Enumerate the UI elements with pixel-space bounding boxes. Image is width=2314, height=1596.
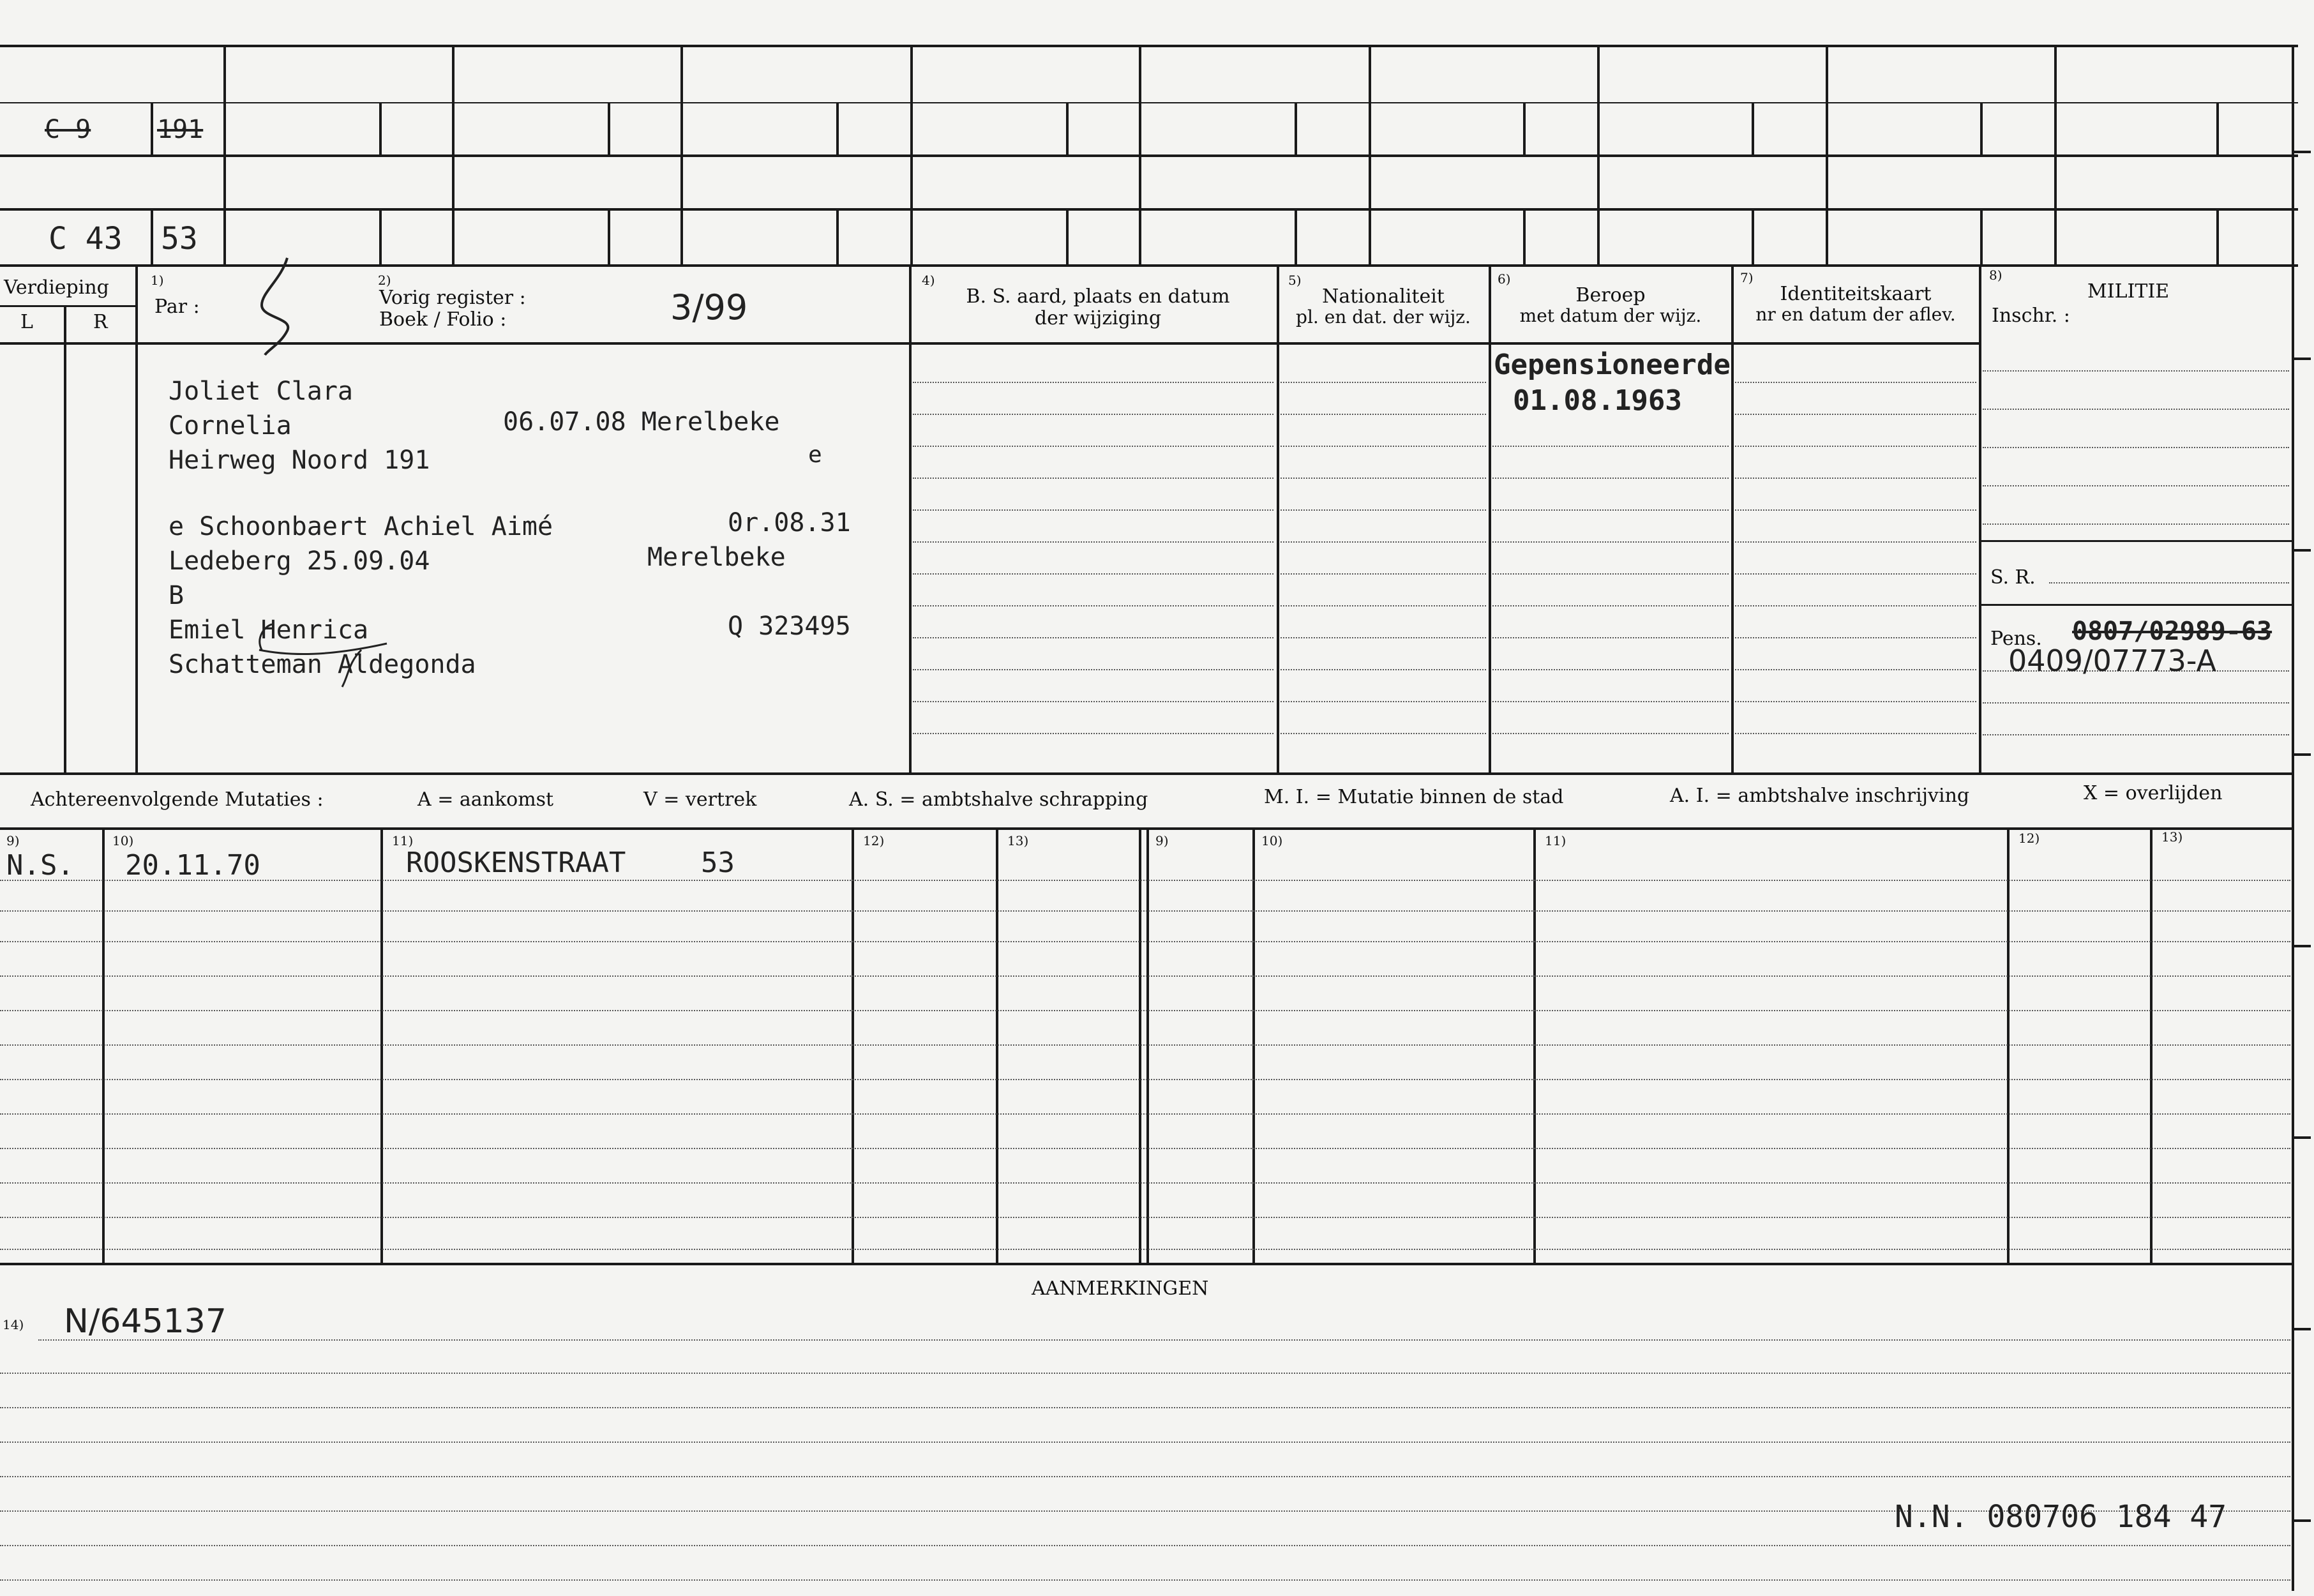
right-border [2292, 46, 2294, 1591]
spouse-birth: Ledeberg 25.09.04 [169, 546, 430, 576]
col-beroep-left [1489, 266, 1491, 772]
col-militie-left [1979, 266, 1981, 772]
mut-vline [380, 830, 383, 1264]
top-grid-minor-vline [1295, 102, 1297, 154]
legend-title: Achtereenvolgende Mutaties : [31, 788, 324, 811]
top-grid-minor-vline [1295, 211, 1297, 264]
legend-as: A. S. = ambtshalve schrapping [849, 788, 1148, 811]
code-row2-left: C 43 [49, 221, 123, 257]
edge-tick [2292, 753, 2311, 756]
nat-header-line1: Nationaliteit [1322, 285, 1445, 308]
top-grid-minor-vline [1980, 211, 1983, 264]
militie-split [1979, 540, 2292, 542]
mut-vline [852, 830, 854, 1264]
mut-col12-b: 12) [2018, 831, 2040, 846]
top-grid-minor-vline [836, 102, 839, 154]
vorig-register-label: Vorig register : [379, 287, 526, 309]
mut-vline [1146, 830, 1149, 1264]
edge-tick [2292, 549, 2311, 552]
edge-tick [2292, 151, 2311, 153]
line-b: B [169, 581, 184, 610]
remarks-number: 14) [3, 1317, 24, 1332]
top-grid-minor-vline [1066, 102, 1069, 154]
col8-number: 8) [1989, 267, 2002, 283]
beroep-header-line1: Beroep [1575, 284, 1646, 306]
mut-entry-street: ROOSKENSTRAAT [406, 847, 626, 879]
top-grid-vline [1139, 46, 1141, 264]
top-grid-vline [2054, 46, 2057, 264]
verdieping-split [0, 305, 135, 307]
mut-col10: 10) [112, 833, 134, 848]
top-grid-minor-vline [608, 102, 610, 154]
top-grid-minor-vline [379, 102, 382, 154]
person-address: Heirweg Noord 191 [169, 446, 430, 475]
father-name: Emiel Henrica [169, 615, 369, 645]
legend-mi: M. I. = Mutatie binnen de stad [1264, 786, 1564, 808]
mutations-top-line [0, 827, 2292, 830]
top-grid-minor-vline [151, 102, 153, 154]
militie-split-2 [1979, 604, 2292, 606]
edge-tick [2292, 1328, 2311, 1330]
top-grid-minor-vline [1752, 102, 1754, 154]
mut-vline [1533, 830, 1536, 1264]
mut-col12: 12) [863, 833, 885, 848]
handwritten-bracket-marks [253, 618, 393, 688]
mother-name: Schatteman Aldegonda [169, 650, 476, 679]
mut-col13: 13) [1007, 833, 1029, 848]
person-birth: 06.07.08 Merelbeke [503, 407, 780, 437]
top-grid-vline [452, 46, 455, 264]
mut-vline [2150, 830, 2152, 1264]
col-nat-left [1277, 266, 1279, 772]
top-grid-vline [1826, 46, 1828, 264]
legend-top-line [0, 772, 2292, 775]
mut-col10-b: 10) [1261, 833, 1283, 848]
militie-header: MILITIE [2087, 280, 2170, 303]
beroep-date: 01.08.1963 [1513, 384, 1682, 417]
col-l-r-divider [64, 306, 66, 772]
col-par-left [135, 266, 138, 772]
bs-header-line2: der wijziging [1034, 307, 1162, 329]
col6-number: 6) [1498, 271, 1511, 287]
spouse-date: 0r.08.31 [728, 508, 851, 538]
top-grid-vline [1369, 46, 1371, 264]
mut-entry-number: 53 [701, 847, 735, 879]
col7-number: 7) [1740, 270, 1754, 285]
col-id-left [1731, 266, 1734, 772]
spouse-place: Merelbeke [647, 543, 786, 572]
top-border [0, 45, 2298, 47]
id-header-line1: Identiteitskaart [1780, 283, 1932, 305]
code-row1-left: C 9 [45, 115, 91, 144]
col-bs-left [909, 266, 912, 772]
legend-x: X = overlijden [2084, 782, 2223, 804]
pens-new: 0409/07773-A [2008, 644, 2216, 678]
mut-vline [1139, 830, 1141, 1264]
top-grid-minor-vline [1752, 211, 1754, 264]
nat-header-line2: pl. en dat. der wijz. [1296, 306, 1471, 327]
person-name-line2: Cornelia [169, 411, 292, 440]
top-grid-row-line [0, 102, 2298, 103]
edge-tick [2292, 1136, 2311, 1139]
l-label: L [20, 311, 33, 333]
beroep-header-line2: met datum der wijz. [1519, 305, 1702, 326]
person-mark-e: e [808, 442, 822, 468]
edge-tick [2292, 945, 2311, 947]
mut-col9: 9) [6, 833, 20, 848]
inschr-label: Inschr. : [1992, 305, 2070, 327]
remarks-nn: N.N. 080706 184 47 [1895, 1499, 2227, 1535]
pens-old: 0807/02989-63 [2072, 617, 2273, 646]
mut-vline [996, 830, 998, 1264]
mutations-bottom-line [0, 1263, 2292, 1265]
boek-folio-label: Boek / Folio : [379, 308, 507, 331]
col4-number: 4) [922, 273, 935, 288]
top-grid-minor-vline [2216, 211, 2219, 264]
top-grid-mid-line [0, 154, 2298, 157]
mut-col13-b: 13) [2161, 829, 2183, 845]
top-grid-bottom-line [0, 264, 2298, 267]
mut-entry-date: 20.11.70 [125, 849, 260, 882]
bs-header-line1: B. S. aard, plaats en datum [966, 285, 1230, 308]
sr-label: S. R. [1990, 566, 2036, 589]
top-grid-minor-vline [2216, 102, 2219, 154]
top-grid-vline [910, 46, 913, 264]
mut-vline [1252, 830, 1255, 1264]
legend-ai: A. I. = ambtshalve inschrijving [1670, 785, 1970, 807]
top-grid-vline [223, 46, 226, 264]
mut-vline [2007, 830, 2010, 1264]
top-grid-minor-vline [836, 211, 839, 264]
code-row1-right: 191 [157, 115, 204, 144]
top-grid-minor-vline [1523, 211, 1526, 264]
mut-entry-type: N.S. [6, 849, 74, 882]
col5-number: 5) [1288, 273, 1302, 288]
mut-col9-b: 9) [1155, 833, 1169, 848]
legend-v: V = vertrek [643, 788, 757, 811]
beroep-value: Gepensioneerde [1494, 349, 1731, 381]
handwritten-par-mark [243, 254, 319, 356]
id-header-line2: nr en datum der aflev. [1755, 304, 1956, 325]
top-grid-vline [680, 46, 683, 264]
top-grid-minor-vline [1066, 211, 1069, 264]
top-grid-mid-line-2 [0, 208, 2298, 211]
r-label: R [93, 311, 108, 333]
edge-tick [2292, 358, 2311, 360]
top-grid-vline [1597, 46, 1600, 264]
remarks-ref: N/645137 [64, 1302, 227, 1341]
top-grid-minor-vline [1980, 102, 1983, 154]
mut-col11: 11) [392, 833, 414, 848]
spouse-name: e Schoonbaert Achiel Aimé [169, 512, 553, 541]
mut-col11-b: 11) [1545, 833, 1566, 848]
top-grid-minor-vline [379, 211, 382, 264]
code-row2-right: 53 [161, 221, 198, 257]
top-grid-minor-vline [151, 211, 153, 264]
legend-a: A = aankomst [417, 788, 554, 811]
col2-number: 2) [378, 273, 391, 288]
remarks-title: AANMERKINGEN [1032, 1277, 1209, 1300]
person-name-line1: Joliet Clara [169, 377, 353, 406]
col1-number: 1) [151, 273, 164, 288]
top-grid-minor-vline [1523, 102, 1526, 154]
top-grid-minor-vline [608, 211, 610, 264]
verdieping-label: Verdieping [4, 276, 109, 299]
edge-tick [2292, 1519, 2311, 1522]
par-label: Par : [154, 296, 200, 318]
person-code: Q 323495 [728, 612, 851, 641]
folio-value: 3/99 [670, 287, 748, 327]
mut-vline [102, 830, 105, 1264]
pens-label: Pens. [1990, 628, 2042, 650]
